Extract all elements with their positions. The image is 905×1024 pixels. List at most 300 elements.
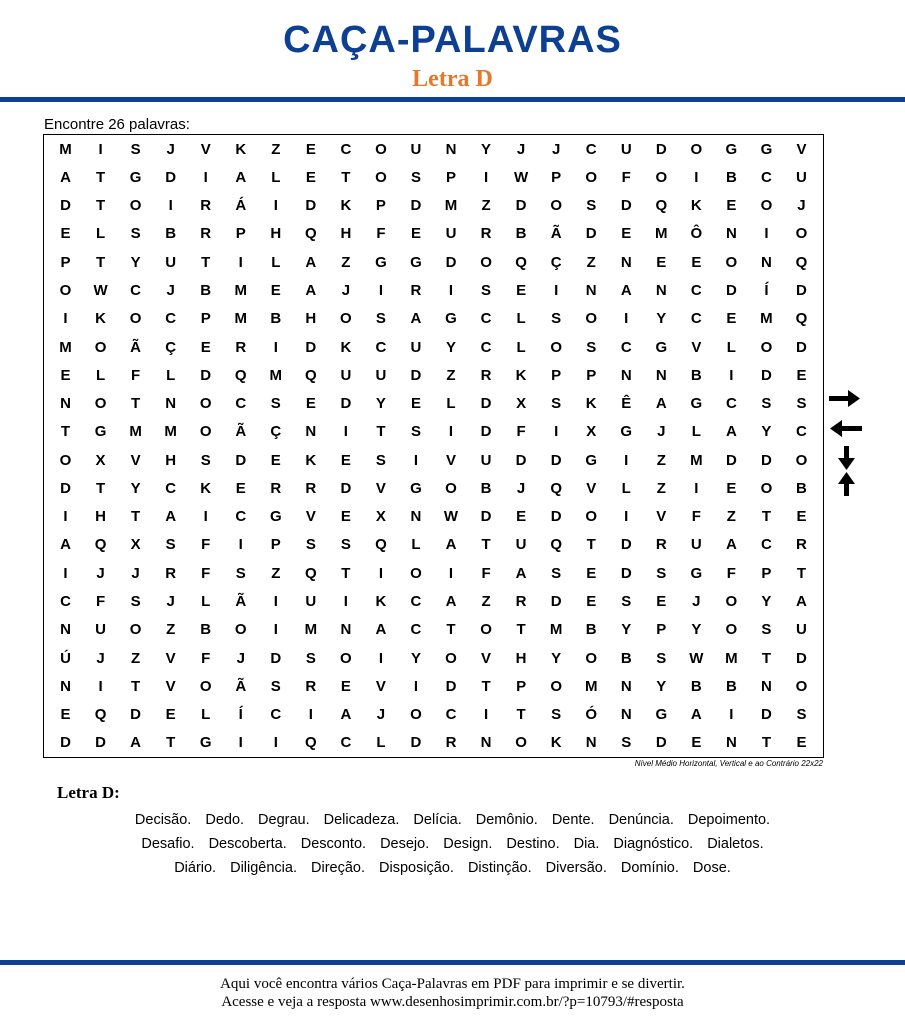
grid-letter[interactable]: U: [690, 536, 702, 554]
grid-letter[interactable]: I: [448, 281, 454, 299]
grid-letter[interactable]: E: [270, 451, 281, 469]
grid-letter[interactable]: G: [725, 140, 738, 158]
grid-letter[interactable]: V: [446, 451, 457, 469]
grid-letter[interactable]: C: [410, 592, 422, 610]
grid-letter[interactable]: G: [94, 423, 107, 441]
grid-letter[interactable]: J: [376, 706, 386, 724]
grid-letter[interactable]: T: [446, 621, 456, 639]
grid-letter[interactable]: L: [271, 168, 281, 186]
grid-letter[interactable]: U: [410, 338, 422, 356]
grid-letter[interactable]: Q: [515, 253, 527, 271]
grid-letter[interactable]: I: [273, 197, 278, 215]
grid-letter[interactable]: D: [410, 197, 422, 215]
grid-letter[interactable]: H: [270, 225, 282, 243]
grid-letter[interactable]: D: [130, 706, 142, 724]
grid-letter[interactable]: D: [620, 197, 632, 215]
grid-letter[interactable]: A: [165, 508, 177, 526]
grid-letter[interactable]: G: [760, 140, 773, 158]
grid-letter[interactable]: N: [480, 734, 492, 752]
grid-letter[interactable]: L: [411, 536, 421, 554]
grid-letter[interactable]: A: [60, 168, 71, 186]
grid-letter[interactable]: D: [796, 649, 807, 667]
grid-letter[interactable]: E: [305, 168, 316, 186]
grid-letter[interactable]: U: [305, 592, 317, 610]
grid-letter[interactable]: Q: [94, 536, 107, 554]
grid-letter[interactable]: N: [620, 253, 632, 271]
grid-letter[interactable]: I: [238, 253, 243, 271]
grid-letter[interactable]: J: [657, 423, 666, 441]
grid-letter[interactable]: W: [514, 168, 529, 186]
grid-letter[interactable]: N: [655, 281, 667, 299]
grid-letter[interactable]: M: [655, 225, 668, 243]
grid-letter[interactable]: S: [551, 564, 562, 582]
grid-letter[interactable]: N: [305, 423, 317, 441]
grid-letter[interactable]: Ç: [550, 253, 562, 271]
grid-letter[interactable]: J: [516, 479, 526, 497]
grid-letter[interactable]: N: [725, 225, 737, 243]
grid-letter[interactable]: O: [445, 649, 457, 667]
grid-letter[interactable]: E: [165, 706, 176, 724]
grid-letter[interactable]: U: [480, 451, 492, 469]
grid-letter[interactable]: L: [516, 338, 526, 356]
grid-letter[interactable]: D: [620, 564, 632, 582]
grid-letter[interactable]: V: [305, 508, 316, 526]
grid-letter[interactable]: O: [129, 621, 142, 639]
grid-letter[interactable]: G: [199, 734, 212, 752]
grid-letter[interactable]: L: [271, 253, 281, 271]
grid-letter[interactable]: D: [550, 451, 562, 469]
grid-letter[interactable]: M: [59, 338, 72, 356]
grid-letter[interactable]: C: [165, 310, 177, 328]
grid-letter[interactable]: O: [655, 168, 668, 186]
grid-letter[interactable]: Q: [655, 197, 668, 215]
grid-letter[interactable]: G: [585, 451, 598, 469]
grid-letter[interactable]: O: [480, 621, 492, 639]
grid-letter[interactable]: C: [690, 310, 702, 328]
grid-letter[interactable]: L: [376, 734, 386, 752]
grid-letter[interactable]: Z: [341, 253, 351, 271]
grid-letter[interactable]: R: [200, 225, 212, 243]
grid-letter[interactable]: S: [130, 140, 141, 158]
grid-letter[interactable]: R: [480, 366, 492, 384]
grid-letter[interactable]: L: [95, 225, 106, 243]
grid-letter[interactable]: O: [585, 310, 598, 328]
grid-letter[interactable]: N: [585, 734, 597, 752]
grid-letter[interactable]: N: [620, 677, 632, 695]
grid-letter[interactable]: G: [410, 479, 422, 497]
grid-letter[interactable]: T: [131, 395, 141, 413]
grid-letter[interactable]: T: [95, 168, 106, 186]
grid-letter[interactable]: S: [270, 677, 281, 695]
grid-letter[interactable]: M: [304, 621, 318, 639]
grid-letter[interactable]: O: [59, 451, 72, 469]
grid-letter[interactable]: V: [586, 479, 597, 497]
grid-letter[interactable]: P: [551, 366, 562, 384]
grid-letter[interactable]: Ô: [690, 225, 703, 243]
grid-letter[interactable]: M: [234, 310, 247, 328]
grid-letter[interactable]: R: [270, 479, 282, 497]
grid-letter[interactable]: B: [796, 479, 807, 497]
grid-letter[interactable]: I: [308, 706, 313, 724]
grid-letter[interactable]: K: [235, 140, 247, 158]
grid-letter[interactable]: D: [655, 140, 667, 158]
grid-letter[interactable]: I: [448, 423, 454, 441]
grid-letter[interactable]: Q: [305, 366, 317, 384]
grid-letter[interactable]: T: [60, 423, 71, 441]
grid-letter[interactable]: H: [95, 508, 106, 526]
grid-letter[interactable]: R: [796, 536, 807, 554]
grid-letter[interactable]: W: [689, 649, 704, 667]
grid-letter[interactable]: E: [516, 281, 527, 299]
grid-letter[interactable]: Ç: [270, 423, 282, 441]
grid-letter[interactable]: A: [445, 536, 457, 554]
grid-letter[interactable]: T: [586, 536, 596, 554]
grid-letter[interactable]: J: [166, 140, 175, 158]
grid-letter[interactable]: U: [410, 140, 422, 158]
grid-letter[interactable]: H: [515, 649, 527, 667]
grid-letter[interactable]: R: [445, 734, 457, 752]
grid-letter[interactable]: F: [691, 508, 701, 526]
grid-letter[interactable]: O: [585, 508, 598, 526]
grid-letter[interactable]: Z: [131, 649, 141, 667]
grid-letter[interactable]: D: [340, 479, 352, 497]
grid-letter[interactable]: O: [94, 395, 107, 413]
grid-letter[interactable]: J: [516, 140, 526, 158]
grid-letter[interactable]: Z: [481, 197, 491, 215]
grid-letter[interactable]: N: [60, 395, 71, 413]
grid-letter[interactable]: J: [551, 140, 561, 158]
grid-letter[interactable]: N: [165, 395, 177, 413]
grid-letter[interactable]: L: [691, 423, 701, 441]
grid-letter[interactable]: G: [655, 338, 668, 356]
grid-letter[interactable]: A: [130, 734, 142, 752]
grid-letter[interactable]: A: [655, 395, 667, 413]
grid-letter[interactable]: Q: [305, 734, 317, 752]
grid-letter[interactable]: T: [796, 564, 807, 582]
grid-letter[interactable]: Y: [621, 621, 632, 639]
grid-letter[interactable]: W: [443, 508, 459, 526]
grid-letter[interactable]: F: [376, 225, 386, 243]
grid-letter[interactable]: D: [515, 451, 527, 469]
grid-letter[interactable]: J: [131, 564, 140, 582]
grid-letter[interactable]: V: [656, 508, 667, 526]
grid-letter[interactable]: S: [270, 395, 281, 413]
grid-letter[interactable]: K: [515, 366, 527, 384]
grid-letter[interactable]: O: [445, 479, 457, 497]
grid-letter[interactable]: B: [270, 310, 282, 328]
grid-letter[interactable]: K: [200, 479, 212, 497]
grid-letter[interactable]: U: [340, 366, 352, 384]
grid-letter[interactable]: N: [445, 140, 457, 158]
grid-letter[interactable]: I: [203, 508, 208, 526]
grid-letter[interactable]: E: [726, 479, 737, 497]
grid-letter[interactable]: D: [60, 734, 71, 752]
grid-letter[interactable]: B: [480, 479, 492, 497]
grid-letter[interactable]: E: [586, 592, 597, 610]
grid-letter[interactable]: D: [761, 451, 772, 469]
grid-letter[interactable]: K: [375, 592, 387, 610]
grid-letter[interactable]: U: [515, 536, 527, 554]
grid-letter[interactable]: I: [238, 734, 243, 752]
grid-letter[interactable]: C: [375, 338, 387, 356]
grid-letter[interactable]: S: [481, 281, 492, 299]
grid-letter[interactable]: S: [375, 451, 386, 469]
grid-letter[interactable]: R: [515, 592, 527, 610]
grid-letter[interactable]: Q: [305, 225, 317, 243]
grid-letter[interactable]: I: [764, 225, 769, 243]
grid-letter[interactable]: N: [655, 366, 667, 384]
grid-letter[interactable]: K: [340, 197, 352, 215]
grid-letter[interactable]: X: [375, 508, 386, 526]
grid-letter[interactable]: A: [725, 536, 737, 554]
grid-letter[interactable]: C: [235, 508, 247, 526]
grid-letter[interactable]: Y: [410, 649, 421, 667]
grid-letter[interactable]: O: [129, 310, 142, 328]
grid-letter[interactable]: O: [234, 621, 247, 639]
grid-letter[interactable]: E: [200, 338, 211, 356]
grid-letter[interactable]: P: [551, 168, 562, 186]
grid-letter[interactable]: S: [586, 338, 597, 356]
grid-letter[interactable]: D: [515, 197, 527, 215]
grid-letter[interactable]: C: [130, 281, 142, 299]
grid-letter[interactable]: Y: [691, 621, 702, 639]
grid-letter[interactable]: E: [516, 508, 527, 526]
grid-letter[interactable]: G: [129, 168, 142, 186]
grid-letter[interactable]: D: [340, 395, 352, 413]
grid-letter[interactable]: F: [621, 168, 631, 186]
grid-letter[interactable]: T: [761, 649, 772, 667]
grid-letter[interactable]: U: [165, 253, 177, 271]
grid-letter[interactable]: Ã: [235, 592, 247, 610]
grid-letter[interactable]: K: [550, 734, 562, 752]
grid-letter[interactable]: D: [235, 451, 247, 469]
grid-letter[interactable]: C: [585, 140, 597, 158]
grid-letter[interactable]: U: [620, 140, 632, 158]
grid-letter[interactable]: N: [60, 677, 71, 695]
grid-letter[interactable]: I: [98, 140, 103, 158]
grid-letter[interactable]: L: [726, 338, 736, 356]
grid-letter[interactable]: J: [166, 281, 175, 299]
grid-letter[interactable]: G: [445, 310, 457, 328]
grid-letter[interactable]: H: [340, 225, 352, 243]
grid-letter[interactable]: G: [410, 253, 422, 271]
grid-letter[interactable]: A: [305, 253, 317, 271]
grid-letter[interactable]: E: [340, 508, 351, 526]
grid-letter[interactable]: G: [269, 508, 282, 526]
grid-letter[interactable]: L: [201, 592, 211, 610]
grid-letter[interactable]: T: [516, 706, 526, 724]
grid-letter[interactable]: Y: [761, 592, 772, 610]
grid-letter[interactable]: S: [165, 536, 176, 554]
grid-letter[interactable]: Z: [726, 508, 736, 526]
grid-letter[interactable]: R: [410, 281, 422, 299]
grid-letter[interactable]: P: [446, 168, 457, 186]
grid-letter[interactable]: I: [694, 479, 699, 497]
grid-letter[interactable]: Q: [795, 310, 808, 328]
grid-letter[interactable]: M: [549, 621, 563, 639]
grid-letter[interactable]: M: [269, 366, 283, 384]
grid-letter[interactable]: D: [445, 253, 457, 271]
grid-letter[interactable]: D: [550, 508, 562, 526]
grid-letter[interactable]: O: [199, 395, 212, 413]
grid-letter[interactable]: T: [131, 508, 141, 526]
grid-letter[interactable]: C: [340, 734, 352, 752]
grid-letter[interactable]: C: [761, 536, 772, 554]
grid-letter[interactable]: M: [164, 423, 177, 441]
grid-letter[interactable]: B: [200, 281, 212, 299]
grid-letter[interactable]: N: [620, 366, 632, 384]
grid-letter[interactable]: O: [94, 338, 107, 356]
grid-letter[interactable]: D: [305, 338, 317, 356]
grid-letter[interactable]: D: [480, 395, 492, 413]
grid-letter[interactable]: X: [586, 423, 597, 441]
grid-letter[interactable]: T: [481, 677, 491, 695]
grid-letter[interactable]: K: [95, 310, 106, 328]
grid-letter[interactable]: S: [305, 536, 316, 554]
grid-letter[interactable]: O: [410, 564, 422, 582]
grid-letter[interactable]: D: [200, 366, 212, 384]
grid-letter[interactable]: T: [201, 253, 211, 271]
grid-letter[interactable]: D: [725, 451, 737, 469]
grid-letter[interactable]: K: [690, 197, 702, 215]
grid-letter[interactable]: S: [340, 536, 351, 554]
grid-letter[interactable]: D: [305, 197, 317, 215]
grid-letter[interactable]: C: [480, 310, 492, 328]
grid-letter[interactable]: C: [690, 281, 702, 299]
grid-letter[interactable]: G: [690, 395, 703, 413]
grid-letter[interactable]: S: [410, 423, 421, 441]
grid-letter[interactable]: S: [656, 564, 667, 582]
grid-letter[interactable]: N: [340, 621, 352, 639]
grid-letter[interactable]: S: [796, 395, 807, 413]
grid-letter[interactable]: B: [515, 225, 527, 243]
grid-letter[interactable]: S: [410, 168, 421, 186]
grid-letter[interactable]: E: [726, 197, 737, 215]
grid-letter[interactable]: Ã: [235, 423, 247, 441]
grid-letter[interactable]: S: [130, 225, 141, 243]
grid-letter[interactable]: D: [270, 649, 282, 667]
grid-letter[interactable]: P: [516, 677, 527, 695]
grid-letter[interactable]: U: [796, 621, 807, 639]
grid-letter[interactable]: C: [445, 706, 457, 724]
grid-letter[interactable]: I: [273, 592, 278, 610]
grid-letter[interactable]: A: [620, 281, 632, 299]
grid-letter[interactable]: O: [340, 310, 352, 328]
grid-letter[interactable]: A: [515, 564, 527, 582]
grid-letter[interactable]: K: [305, 451, 317, 469]
grid-letter[interactable]: E: [270, 281, 281, 299]
grid-letter[interactable]: O: [760, 479, 773, 497]
grid-letter[interactable]: I: [483, 168, 489, 186]
grid-letter[interactable]: A: [725, 423, 737, 441]
grid-letter[interactable]: Q: [550, 479, 562, 497]
grid-letter[interactable]: T: [341, 564, 351, 582]
grid-letter[interactable]: Q: [550, 536, 562, 554]
grid-letter[interactable]: J: [797, 197, 806, 215]
grid-letter[interactable]: D: [550, 592, 562, 610]
grid-letter[interactable]: V: [796, 140, 807, 158]
grid-letter[interactable]: B: [620, 649, 632, 667]
grid-letter[interactable]: O: [795, 677, 808, 695]
grid-letter[interactable]: T: [166, 734, 176, 752]
grid-letter[interactable]: R: [305, 479, 317, 497]
grid-letter[interactable]: S: [586, 197, 597, 215]
grid-letter[interactable]: O: [480, 253, 492, 271]
grid-letter[interactable]: I: [238, 536, 243, 554]
grid-letter[interactable]: V: [130, 451, 141, 469]
grid-letter[interactable]: I: [98, 677, 103, 695]
grid-letter[interactable]: B: [725, 168, 737, 186]
grid-letter[interactable]: K: [340, 338, 352, 356]
grid-letter[interactable]: Y: [130, 253, 141, 271]
grid-letter[interactable]: E: [796, 508, 807, 526]
grid-letter[interactable]: L: [516, 310, 526, 328]
grid-letter[interactable]: Q: [234, 366, 247, 384]
grid-letter[interactable]: P: [235, 225, 246, 243]
grid-letter[interactable]: T: [376, 423, 386, 441]
grid-letter[interactable]: B: [690, 677, 702, 695]
grid-letter[interactable]: R: [235, 338, 247, 356]
grid-letter[interactable]: S: [621, 592, 632, 610]
grid-letter[interactable]: C: [410, 621, 422, 639]
grid-letter[interactable]: E: [305, 140, 316, 158]
grid-letter[interactable]: E: [235, 479, 246, 497]
grid-letter[interactable]: T: [761, 734, 772, 752]
grid-letter[interactable]: J: [692, 592, 701, 610]
grid-letter[interactable]: O: [795, 451, 808, 469]
grid-letter[interactable]: O: [129, 197, 142, 215]
grid-letter[interactable]: N: [585, 281, 597, 299]
grid-letter[interactable]: P: [586, 366, 597, 384]
grid-letter[interactable]: S: [130, 592, 141, 610]
grid-letter[interactable]: M: [760, 310, 773, 328]
grid-letter[interactable]: Ê: [621, 395, 632, 413]
grid-letter[interactable]: I: [273, 338, 278, 356]
grid-letter[interactable]: O: [59, 281, 72, 299]
grid-letter[interactable]: K: [585, 395, 597, 413]
grid-letter[interactable]: Z: [271, 564, 281, 582]
grid-letter[interactable]: Ã: [550, 225, 562, 243]
grid-letter[interactable]: C: [480, 338, 492, 356]
grid-letter[interactable]: O: [585, 168, 598, 186]
grid-letter[interactable]: D: [761, 366, 772, 384]
grid-letter[interactable]: N: [761, 253, 772, 271]
grid-letter[interactable]: D: [480, 423, 492, 441]
grid-letter[interactable]: E: [410, 395, 421, 413]
grid-letter[interactable]: E: [340, 451, 351, 469]
grid-letter[interactable]: B: [200, 621, 212, 639]
grid-letter[interactable]: C: [761, 168, 772, 186]
grid-letter[interactable]: L: [95, 366, 106, 384]
grid-letter[interactable]: C: [235, 395, 247, 413]
grid-letter[interactable]: Í: [238, 706, 243, 724]
grid-letter[interactable]: Á: [235, 197, 247, 215]
grid-letter[interactable]: I: [203, 168, 208, 186]
grid-letter[interactable]: T: [131, 677, 141, 695]
grid-letter[interactable]: E: [410, 225, 421, 243]
grid-letter[interactable]: O: [550, 338, 562, 356]
grid-letter[interactable]: M: [444, 197, 458, 215]
grid-letter[interactable]: I: [273, 621, 278, 639]
grid-letter[interactable]: Z: [446, 366, 456, 384]
grid-letter[interactable]: M: [690, 451, 703, 469]
grid-letter[interactable]: V: [481, 649, 492, 667]
grid-letter[interactable]: D: [761, 706, 772, 724]
grid-letter[interactable]: A: [60, 536, 71, 554]
grid-letter[interactable]: S: [761, 621, 772, 639]
grid-letter[interactable]: O: [690, 140, 703, 158]
grid-letter[interactable]: O: [725, 621, 738, 639]
